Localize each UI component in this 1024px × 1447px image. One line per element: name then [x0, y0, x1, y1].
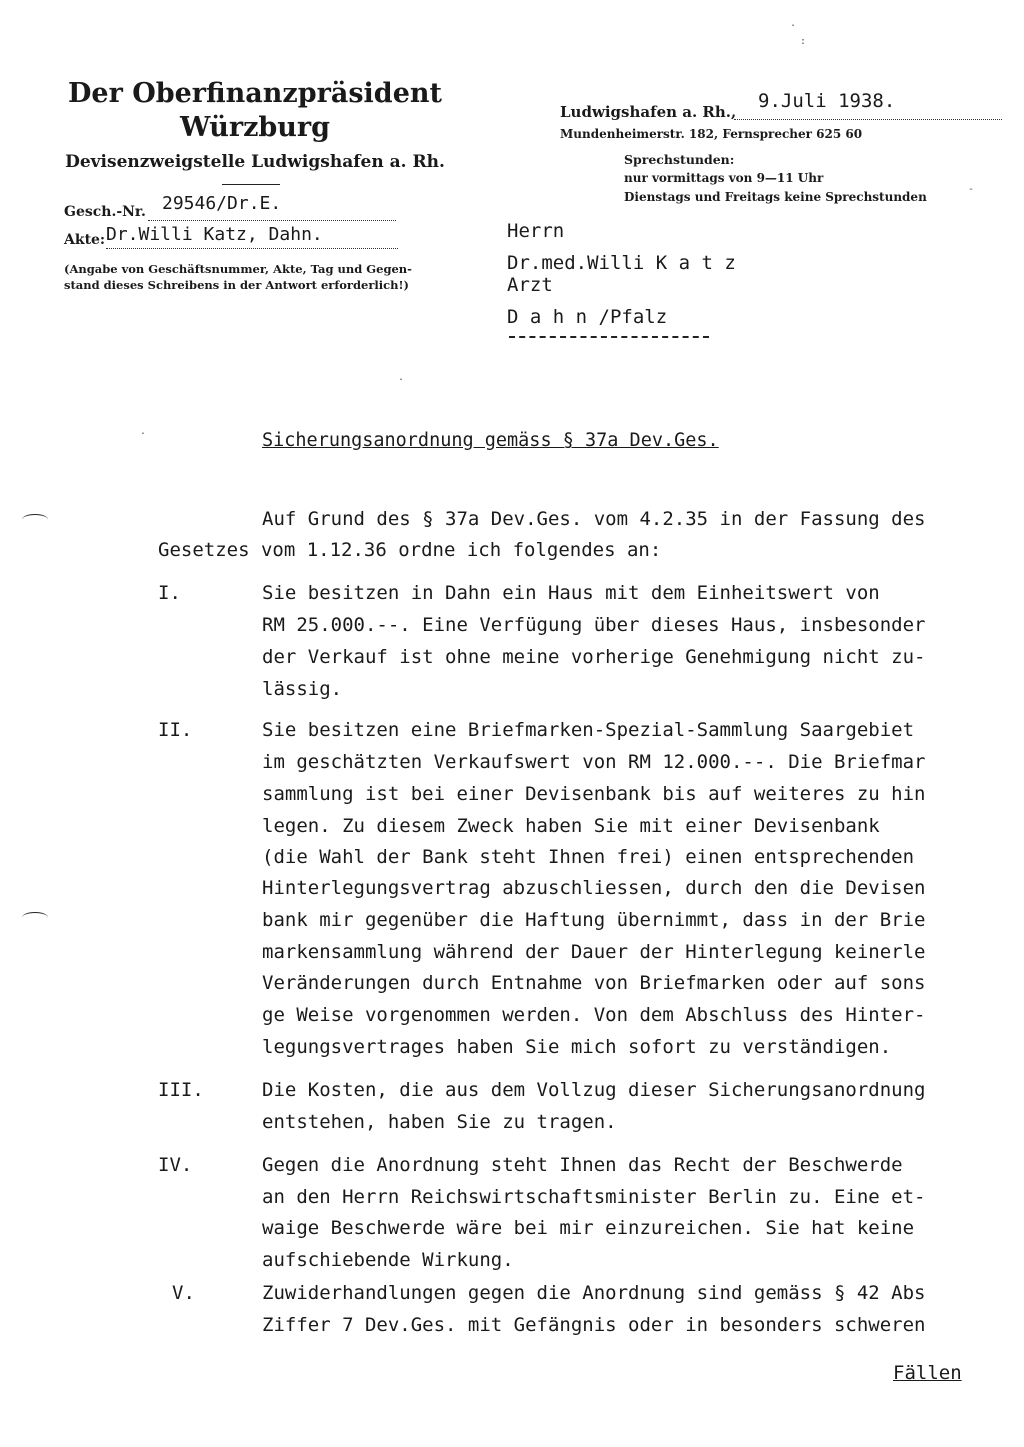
recipient-underline	[509, 336, 709, 338]
section-2-line: legen. Zu diesem Zweck haben Sie mit einer Devisenbank	[262, 815, 880, 837]
gesch-value: 29546/Dr.E.	[162, 193, 282, 214]
authority-branch: Devisenzweigstelle Ludwigshafen a. Rh.	[65, 152, 445, 172]
intro-line-2: Gesetzes vom 1.12.36 ordne ich folgendes an:	[158, 539, 662, 561]
letter-date: 9.Juli 1938.	[758, 90, 896, 112]
section-2-line: bank mir gegenüber die Haftung übernimmt, dass in der Brie	[262, 909, 926, 931]
section-2-line: legungsvertrages haben Sie mich sofort zu verständigen.	[262, 1036, 892, 1058]
section-2-line: sammlung ist bei einer Devisenbank bis auf weiteres zu hin	[262, 783, 926, 805]
reference-note-line1: (Angabe von Geschäftsnummer, Akte, Tag und Gegen-	[64, 262, 412, 276]
office-hours-line2: Dienstags und Freitags keine Sprechstunden	[624, 190, 927, 204]
section-2-line: Sie besitzen eine Briefmarken-Spezial-Sammlung Saargebiet	[262, 719, 915, 741]
recipient-salutation: Herrn	[507, 220, 565, 242]
section-4-line: waige Beschwerde wäre bei mir einzureichen. Sie hat keine	[262, 1217, 915, 1239]
scan-speck: -	[968, 184, 975, 195]
section-3-line: Die Kosten, die aus dem Vollzug dieser Sicherungsanordnung	[262, 1079, 926, 1101]
punch-hole-mark	[22, 912, 48, 923]
section-numeral-5: V.	[172, 1282, 195, 1304]
section-2-line: markensammlung während der Dauer der Hinterlegung keinerle	[262, 941, 926, 963]
recipient-name: Dr.med.Willi K a t z	[507, 252, 736, 274]
scan-speck: .	[398, 372, 405, 383]
office-hours-line1: nur vormittags von 9—11 Uhr	[624, 171, 824, 185]
date-dotted-line	[734, 119, 1002, 120]
section-2-line: Veränderungen durch Entnahme von Briefmarken oder auf sons	[262, 972, 926, 994]
sender-address: Mundenheimerstr. 182, Fernsprecher 625 60	[560, 127, 863, 141]
section-numeral-1: I.	[158, 582, 181, 604]
section-1-line: Sie besitzen in Dahn ein Haus mit dem Einheitswert von	[262, 582, 880, 604]
reference-note-line2: stand dieses Schreibens in der Antwort erforderlich!)	[64, 278, 409, 292]
section-2-line: im geschätzten Verkaufswert von RM 12.000.--. Die Briefmar	[262, 751, 926, 773]
gesch-dotted-line	[148, 220, 396, 221]
authority-title: Der Oberfinanzpräsident	[68, 78, 442, 109]
recipient-city: D a h n /Pfalz	[507, 306, 668, 328]
section-2-line: ge Weise vorgenommen werden. Von dem Abschluss des Hinter-	[262, 1004, 926, 1026]
section-2-line: (die Wahl der Bank steht Ihnen frei) einen entsprechenden	[262, 846, 915, 868]
section-numeral-3: III.	[158, 1079, 204, 1101]
section-4-line: aufschiebende Wirkung.	[262, 1249, 514, 1271]
intro-line-1: Auf Grund des § 37a Dev.Ges. vom 4.2.35 in der Fassung des	[262, 508, 926, 530]
recipient-profession: Arzt	[507, 274, 553, 296]
scan-speck: :	[800, 36, 807, 47]
section-1-line: lässig.	[262, 678, 343, 700]
letterhead-divider	[222, 184, 280, 185]
section-4-line: an den Herrn Reichswirtschaftsminister Berlin zu. Eine et-	[262, 1186, 926, 1208]
section-5-line: Zuwiderhandlungen gegen die Anordnung sind gemäss § 42 Abs	[262, 1282, 926, 1304]
section-2-line: Hinterlegungsvertrag abzuschliessen, durch den die Devisen	[262, 877, 926, 899]
akte-value: Dr.Willi Katz, Dahn.	[106, 224, 323, 245]
section-1-line: der Verkauf ist ohne meine vorherige Genehmigung nicht zu-	[262, 646, 926, 668]
gesch-label: Gesch.-Nr.	[64, 204, 146, 220]
office-hours-heading: Sprechstunden:	[624, 152, 735, 167]
scan-speck: .	[140, 426, 147, 437]
section-1-line: RM 25.000.--. Eine Verfügung über dieses Haus, insbesonder	[262, 614, 926, 636]
continuation-word: Fällen	[893, 1362, 962, 1384]
section-5-line: Ziffer 7 Dev.Ges. mit Gefängnis oder in besonders schweren	[262, 1314, 926, 1336]
section-3-line: entstehen, haben Sie zu tragen.	[262, 1111, 617, 1133]
sender-place: Ludwigshafen a. Rh.,	[560, 103, 737, 121]
section-4-line: Gegen die Anordnung steht Ihnen das Recht der Beschwerde	[262, 1154, 903, 1176]
subject-line: Sicherungsanordnung gemäss § 37a Dev.Ges.	[262, 430, 719, 451]
akte-label: Akte:	[64, 232, 106, 248]
authority-city: Würzburg	[179, 112, 331, 143]
punch-hole-mark	[22, 514, 48, 525]
section-numeral-2: II.	[158, 719, 193, 741]
scan-speck: .	[790, 18, 797, 29]
section-numeral-4: IV.	[158, 1154, 193, 1176]
akte-dotted-line	[106, 248, 398, 249]
